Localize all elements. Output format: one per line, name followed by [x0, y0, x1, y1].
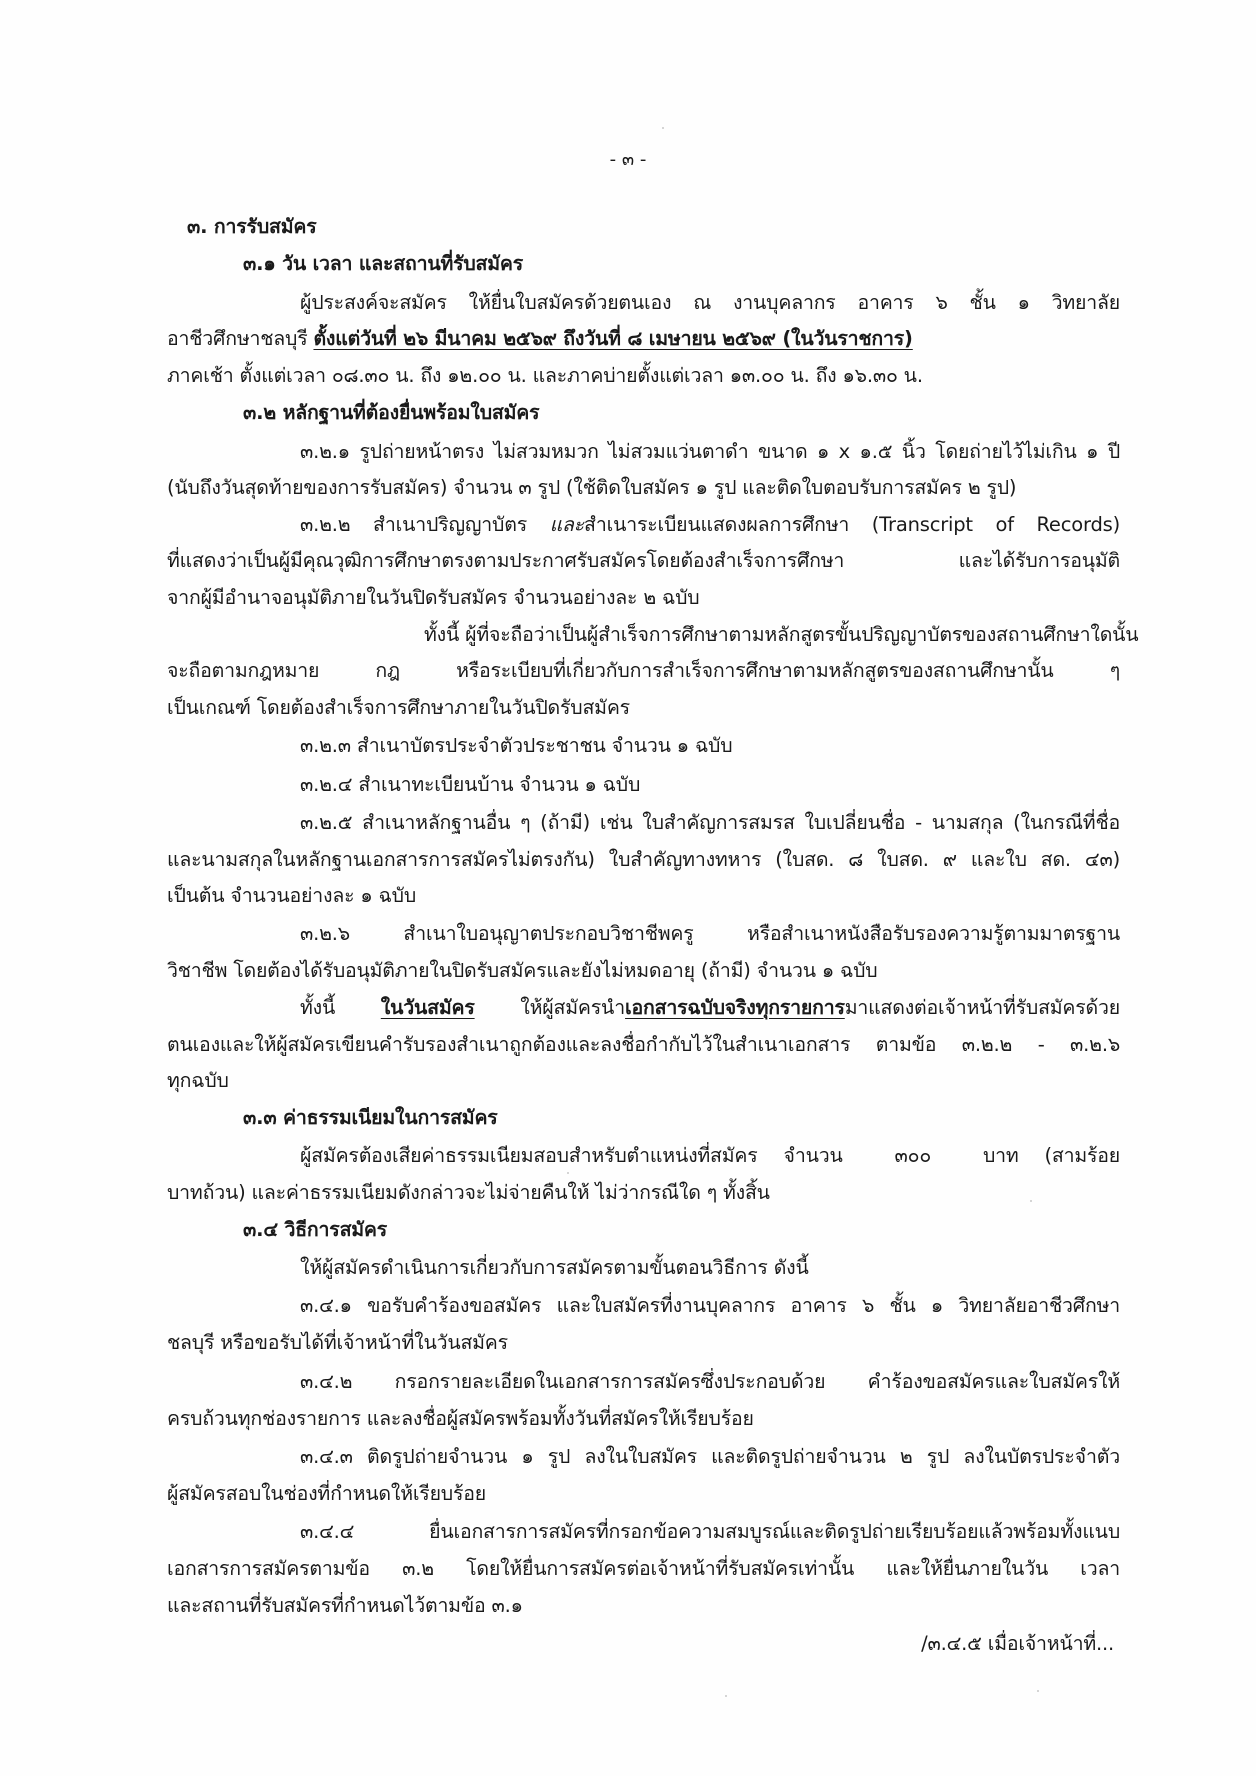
- application-day-emphasis: ในวันสมัคร: [380, 996, 475, 1019]
- note-paragraph: ทั้งนี้ ผู้ที่จะถือว่าเป็นผู้สำเร็จการศึกษาตามหลักสูตรขั้นปริญญาบัตรของสถานศึกษาใดนั้น: [424, 623, 1139, 646]
- paragraph-line: เป็นต้น จำนวนอย่างละ ๑ ฉบับ: [167, 884, 416, 907]
- fee-paragraph: ผู้สมัครต้องเสียค่าธรรมเนียมสอบสำหรับตำแหน่งที่สมัคร จำนวน ๓๐๐ บาท (สามร้อย: [300, 1144, 1120, 1167]
- list-item-3-4-3: ๓.๔.๓ ติดรูปถ่ายจำนวน ๑ รูป ลงในใบสมัคร และติดรูปถ่ายจำนวน ๒ รูป ลงในบัตรประจำตัว: [300, 1445, 1120, 1468]
- scan-speck: [1037, 1690, 1039, 1692]
- list-item-3-4-4: ๓.๔.๔ ยื่นเอกสารการสมัครที่กรอกข้อความสมบูรณ์และติดรูปถ่ายเรียบร้อยแล้วพร้อมทั้งแนบ: [300, 1520, 1120, 1543]
- text-span: ทั้งนี้: [300, 996, 381, 1019]
- list-item-3-2-4: ๓.๒.๔ สำเนาทะเบียนบ้าน จำนวน ๑ ฉบับ: [300, 773, 641, 796]
- paragraph-line: เอกสารการสมัครตามข้อ ๓.๒ โดยให้ยื่นการสมัครต่อเจ้าหน้าที่รับสมัครเท่านั้น และให้ยื่นภายในวัน เวลา: [167, 1557, 1120, 1580]
- section-heading: ๓. การรับสมัคร: [187, 215, 317, 238]
- italic-span: และ: [549, 513, 584, 536]
- paragraph-line: ชลบุรี หรือขอรับได้ที่เจ้าหน้าที่ในวันสมัคร: [167, 1331, 508, 1354]
- paragraph-line: เป็นเกณฑ์ โดยต้องสำเร็จการศึกษาภายในวันปิดรับสมัคร: [167, 696, 630, 719]
- list-item-3-2-2: [300, 511, 1120, 539]
- scan-speck: [1030, 1200, 1032, 1202]
- subsection-heading-3-2: ๓.๒ หลักฐานที่ต้องยื่นพร้อมใบสมัคร: [243, 401, 540, 424]
- paragraph-line: ผู้สมัครสอบในช่องที่กำหนดให้เรียบร้อย: [167, 1482, 486, 1505]
- paragraph-line: ที่แสดงว่าเป็นผู้มีคุณวุฒิการศึกษาตรงตามประกาศรับสมัครโดยต้องสำเร็จการศึกษา และได้รับการอนุมัติ: [167, 549, 1120, 572]
- text-span: มาแสดงต่อเจ้าหน้าที่รับสมัครด้วย: [844, 996, 1120, 1019]
- list-item-3-2-5: ๓.๒.๕ สำเนาหลักฐานอื่น ๆ (ถ้ามี) เช่น ใบสำคัญการสมรส ใบเปลี่ยนชื่อ - นามสกุล (ในกรณีที่ชื่อ: [300, 811, 1120, 834]
- original-documents-emphasis: เอกสารฉบับจริงทุกรายการ: [625, 996, 845, 1019]
- list-item-3-2-1: ๓.๒.๑ รูปถ่ายหน้าตรง ไม่สวมหมวก ไม่สวมแว่นตาดำ ขนาด ๑ x ๑.๕ นิ้ว โดยถ่ายไว้ไม่เกิน ๑ ปี: [300, 440, 1120, 463]
- subsection-heading-3-1: ๓.๑ วัน เวลา และสถานที่รับสมัคร: [243, 252, 524, 275]
- original-documents-note: [300, 994, 1120, 1022]
- paragraph-line: และสถานที่รับสมัครที่กำหนดไว้ตามข้อ ๓.๑: [167, 1594, 523, 1617]
- paragraph-line: จากผู้มีอำนาจอนุมัติภายในวันปิดรับสมัคร จำนวนอย่างละ ๒ ฉบับ: [167, 586, 700, 609]
- paragraph-line: (นับถึงวันสุดท้ายของการรับสมัคร) จำนวน ๓ รูป (ใช้ติดใบสมัคร ๑ รูป และติดใบตอบรับการสมัคร ๒ รูป): [167, 476, 1017, 499]
- subsection-heading-3-4: ๓.๔ วิธีการสมัคร: [243, 1218, 388, 1241]
- text-span: สำเนาระเบียนแสดงผลการศึกษา (Transcript of Records): [583, 513, 1120, 536]
- page-number: - ๓ -: [609, 149, 647, 170]
- scan-speck: [662, 127, 664, 129]
- scan-speck: [725, 1695, 727, 1697]
- paragraph-line: วิชาชีพ โดยต้องได้รับอนุมัติภายในปิดรับสมัครและยังไม่หมดอายุ (ถ้ามี) จำนวน ๑ ฉบับ: [167, 959, 878, 982]
- procedure-intro: ให้ผู้สมัครดำเนินการเกี่ยวกับการสมัครตามขั้นตอนวิธีการ ดังนี้: [300, 1256, 809, 1279]
- text-span: ๓.๒.๒ สำเนาปริญญาบัตร: [300, 513, 550, 536]
- list-item-3-4-2: ๓.๔.๒ กรอกรายละเอียดในเอกสารการสมัครซึ่งประกอบด้วย คำร้องขอสมัครและใบสมัครให้: [300, 1370, 1120, 1393]
- text-span: อาชีวศึกษาชลบุรี: [167, 327, 314, 350]
- paragraph-line: ผู้ประสงค์จะสมัคร ให้ยื่นใบสมัครด้วยตนเอง ณ งานบุคลากร อาคาร ๖ ชั้น ๑ วิทยาลัย: [300, 291, 1120, 314]
- paragraph-line: [167, 325, 913, 353]
- scan-speck: [567, 1172, 569, 1174]
- paragraph-line: และนามสกุลในหลักฐานเอกสารการสมัครไม่ตรงกัน) ใบสำคัญทางทหาร (ใบสด. ๘ ใบสด. ๙ และใบ สด. ๔๓): [167, 848, 1120, 871]
- continuation-marker: /๓.๔.๕ เมื่อเจ้าหน้าที่...: [921, 1632, 1114, 1655]
- paragraph-line: ภาคเช้า ตั้งแต่เวลา ๐๘.๓๐ น. ถึง ๑๒.๐๐ น. และภาคบ่ายตั้งแต่เวลา ๑๓.๐๐ น. ถึง ๑๖.๓๐ น.: [167, 364, 923, 387]
- list-item-3-4-1: ๓.๔.๑ ขอรับคำร้องขอสมัคร และใบสมัครที่งานบุคลากร อาคาร ๖ ชั้น ๑ วิทยาลัยอาชีวศึกษา: [300, 1294, 1120, 1317]
- text-span: ให้ผู้สมัครนำ: [474, 996, 626, 1019]
- paragraph-line: ครบถ้วนทุกช่องรายการ และลงชื่อผู้สมัครพร้อมทั้งวันที่สมัครให้เรียบร้อย: [167, 1407, 754, 1430]
- paragraph-line: ตนเองและให้ผู้สมัครเขียนคำรับรองสำเนาถูกต้องและลงชื่อกำกับไว้ในสำเนาเอกสาร ตามข้อ ๓.๒.๒ - ๓.๒.๖: [167, 1033, 1120, 1056]
- application-dates-emphasis: ตั้งแต่วันที่ ๒๖ มีนาคม ๒๕๖๙ ถึงวันที่ ๘ เมษายน ๒๕๖๙ (ในวันราชการ): [313, 327, 913, 350]
- paragraph-line: บาทถ้วน) และค่าธรรมเนียมดังกล่าวจะไม่จ่ายคืนให้ ไม่ว่ากรณีใด ๆ ทั้งสิ้น: [167, 1181, 770, 1204]
- list-item-3-2-6: ๓.๒.๖ สำเนาใบอนุญาตประกอบวิชาชีพครู หรือสำเนาหนังสือรับรองความรู้ตามมาตรฐาน: [300, 922, 1120, 945]
- subsection-heading-3-3: ๓.๓ ค่าธรรมเนียมในการสมัคร: [243, 1106, 498, 1129]
- list-item-3-2-3: ๓.๒.๓ สำเนาบัตรประจำตัวประชาชน จำนวน ๑ ฉบับ: [300, 734, 733, 757]
- paragraph-line: ทุกฉบับ: [167, 1069, 229, 1092]
- paragraph-line: จะถือตามกฎหมาย กฎ หรือระเบียบที่เกี่ยวกับการสำเร็จการศึกษาตามหลักสูตรของสถานศึกษานั้น ๆ: [167, 659, 1120, 682]
